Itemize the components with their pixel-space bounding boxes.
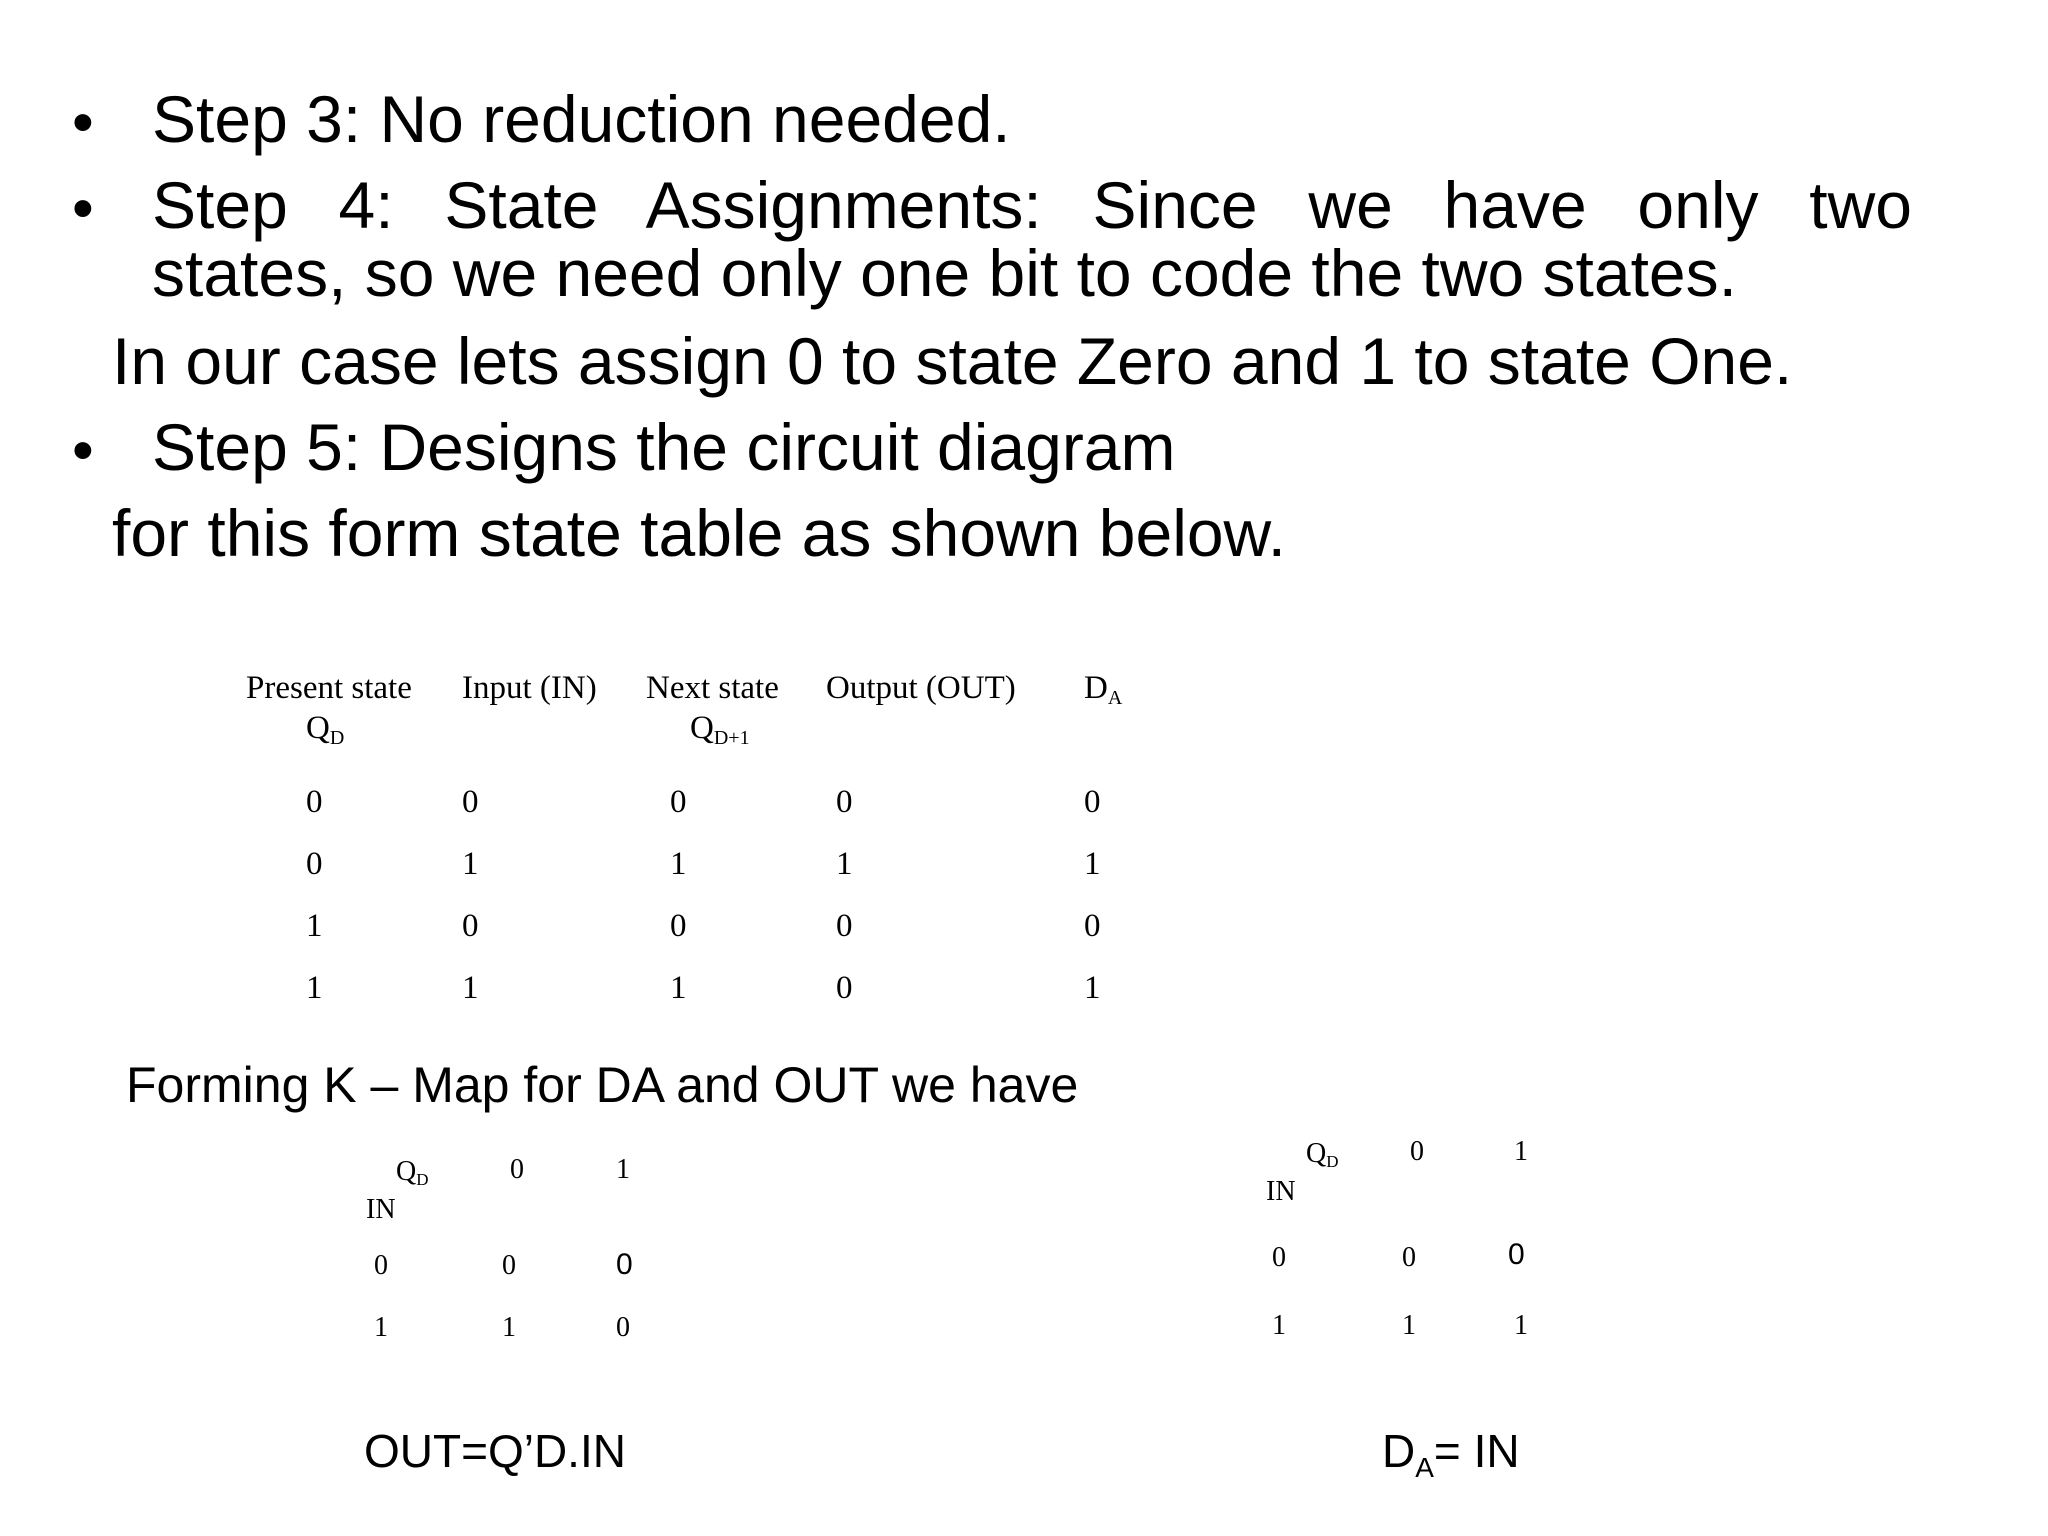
d-subscript: A — [1107, 687, 1123, 709]
table-cell: 0 — [836, 908, 853, 944]
assign-line: In our case lets assign 0 to state Zero and 1 to state One. — [112, 324, 1793, 398]
d-symbol: D — [1382, 1425, 1416, 1477]
kmap-cell: 0 — [502, 1250, 516, 1281]
q-symbol: Q — [396, 1156, 417, 1187]
table-cell: 0 — [462, 908, 479, 944]
step4-line2: states, so we need only one bit to code the two states. — [152, 236, 1737, 310]
table-cell: 1 — [306, 970, 323, 1006]
bullet-marker: • — [72, 416, 94, 485]
header-next-state: Next state — [646, 670, 779, 706]
table-cell: 0 — [1084, 908, 1101, 944]
header-input: Input (IN) — [462, 670, 597, 706]
kmap-row-var: IN — [366, 1194, 396, 1225]
header-present-state: Present state — [246, 670, 412, 706]
table-cell: 1 — [670, 970, 687, 1006]
kmap-row-label: 0 — [374, 1250, 388, 1281]
equation-rhs: = IN — [1433, 1425, 1520, 1477]
kmap-col-var — [396, 1158, 429, 1188]
kmap-cell: 0 — [1402, 1242, 1416, 1273]
table-cell: 0 — [836, 970, 853, 1006]
step5-continuation: for this form state table as shown below. — [112, 496, 1286, 570]
header-da — [1084, 672, 1122, 708]
table-cell: 0 — [836, 784, 853, 820]
kmap-caption: Forming K – Map for DA and OUT we have — [126, 1057, 1079, 1113]
kmap-cell: 1 — [1402, 1310, 1416, 1341]
kmap-col-header: 0 — [510, 1154, 524, 1185]
kmap-row-label: 0 — [1272, 1242, 1286, 1273]
bullet-marker: • — [72, 88, 94, 157]
step5-text: Step 5: Designs the circuit diagram — [152, 410, 1176, 484]
kmap-col-var — [1306, 1140, 1339, 1170]
kmap-row-var: IN — [1266, 1176, 1296, 1207]
table-cell: 1 — [1084, 846, 1101, 882]
kmap-cell: 0 — [616, 1248, 633, 1281]
kmap-row-label: 1 — [1272, 1310, 1286, 1341]
header-next-q — [690, 712, 750, 748]
table-cell: 1 — [670, 846, 687, 882]
table-cell: 0 — [1084, 784, 1101, 820]
q-subscript: D+1 — [713, 727, 750, 749]
table-cell: 1 — [836, 846, 853, 882]
kmap-cell: 0 — [616, 1312, 630, 1343]
table-cell: 0 — [306, 784, 323, 820]
d-symbol: D — [1084, 670, 1108, 706]
equation-da — [1382, 1425, 1520, 1483]
kmap-cell: 1 — [502, 1312, 516, 1343]
kmap-col-header: 1 — [1514, 1136, 1528, 1167]
table-cell: 1 — [1084, 970, 1101, 1006]
header-output: Output (OUT) — [826, 670, 1016, 706]
d-subscript: A — [1415, 1452, 1434, 1483]
table-cell: 0 — [670, 908, 687, 944]
kmap-cell: 0 — [1508, 1238, 1525, 1271]
step4-line1: Step 4: State Assignments: Since we have only two — [152, 168, 1912, 242]
table-cell: 1 — [462, 846, 479, 882]
table-cell: 1 — [462, 970, 479, 1006]
step3-text: Step 3: No reduction needed. — [152, 82, 1011, 156]
table-cell: 0 — [306, 846, 323, 882]
table-cell: 0 — [670, 784, 687, 820]
table-cell: 1 — [306, 908, 323, 944]
table-cell: 0 — [462, 784, 479, 820]
bullet-marker: • — [72, 174, 94, 243]
q-subscript: D — [416, 1170, 429, 1189]
q-subscript: D — [1326, 1152, 1339, 1171]
q-symbol: Q — [1306, 1138, 1327, 1169]
q-symbol: Q — [690, 710, 714, 746]
kmap-col-header: 0 — [1410, 1136, 1424, 1167]
header-present-q — [306, 712, 344, 748]
equation-out: OUT=Q’D.IN — [364, 1425, 626, 1477]
q-symbol: Q — [306, 710, 330, 746]
kmap-cell: 1 — [1514, 1310, 1528, 1341]
kmap-col-header: 1 — [616, 1154, 630, 1185]
q-subscript: D — [329, 727, 345, 749]
kmap-row-label: 1 — [374, 1312, 388, 1343]
